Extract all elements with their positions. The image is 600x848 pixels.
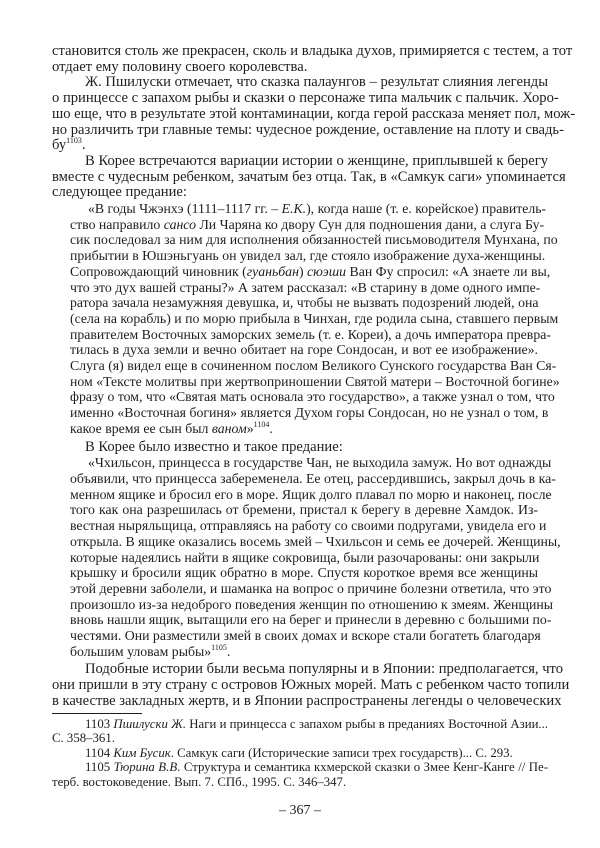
italic-text: Пшилуски Ж. <box>113 717 187 732</box>
text: ство направило <box>70 216 164 232</box>
italic-text: Тюрина В.В <box>113 760 178 775</box>
text: «В годы Чжэнхэ (1111–1117 гг. – <box>88 201 282 217</box>
text: они пришли в эту страну с островов Южных морей. Мать с ребенком часто топили <box>52 677 570 694</box>
text: ном «Тексте молитвы при жертвоприношении Святой матери – Восточной богине» <box>70 373 560 389</box>
text: того как она разрешилась от бремени, пристал к берегу в деревне Хамдок. Из- <box>70 502 538 518</box>
text-line <box>70 580 552 597</box>
paragraph <box>52 43 573 75</box>
text: произошло из-за недоброго поведения женщин по отношению к змеям. Женщины <box>70 596 554 612</box>
footnote <box>52 746 548 760</box>
text: терб. востоковедение. Вып. 7. СПб., 1995. С. 346–347. <box>52 774 347 789</box>
text: ) <box>298 263 307 279</box>
text: о принцессе с запахом рыбы и сказки о персонаже типа мальчик с пальчик. Хоро- <box>52 90 559 107</box>
text-line <box>70 358 557 374</box>
text-line <box>70 455 552 471</box>
text-line <box>70 326 551 343</box>
text: Ван Фу спросил: «А знаете ли вы, <box>346 263 551 279</box>
page-body <box>52 43 576 789</box>
text: следующее предание: <box>52 184 187 201</box>
block-quote <box>70 455 561 659</box>
text: . <box>81 137 86 154</box>
text: 1104 <box>85 745 114 760</box>
text-line <box>52 154 548 170</box>
text: отдает ему половину своего королевства. <box>52 58 308 75</box>
text: тилась в духа земли и вечно обитает на горе Сондосан, и вот ее изображение». <box>70 342 538 358</box>
text: вместе с чудесным ребенком, зачатым без отца. Так, в «Самкук саги» упоминается <box>52 168 566 185</box>
text: Наги и принцесса с запахом рыбы в преданиях Восточной Азии... <box>186 717 549 732</box>
text: вестная ныряльщица, отправляясь на работу со своими подругами, увидела его и <box>70 518 547 534</box>
text-line <box>70 405 549 421</box>
text-line <box>52 731 548 745</box>
text-line <box>70 421 538 437</box>
text: которые надеялись найти в ящике сокровища, были разочарованы: они закрыли <box>70 549 540 565</box>
text: Ж. Пшилуски отмечает, что сказка палаунгов – результат слияния легенды <box>85 74 548 91</box>
text: в качестве закладных жертв, и в Японии распространены легенды о человеческих <box>52 692 562 709</box>
footnote-ref: 1103 <box>66 136 82 146</box>
italic-text: сюэши <box>306 263 347 279</box>
paragraph <box>52 661 570 709</box>
text: честями. Они разместили змей в своих домах и вскоре стали богатеть благодаря <box>70 628 541 644</box>
text-line <box>52 90 559 107</box>
text-line <box>52 661 564 678</box>
text: В Корее было известно и такое предание: <box>85 438 343 455</box>
text-line <box>52 746 548 760</box>
text: прибытии в Юшэньгуань он увидел зал, где стояло изображение духа-женщины. <box>70 248 546 264</box>
text-line <box>52 105 576 123</box>
text: . Структура и семантика кхмерской сказки о Змее Кенг-Канге // Пе- <box>177 760 548 775</box>
text: но различить три главные темы: чудесное рождение, оставление на плоту и свадь- <box>52 121 564 138</box>
text: » <box>246 420 254 436</box>
italic-text: ваном <box>211 420 247 436</box>
text: большим уловам рыбы» <box>70 643 212 659</box>
text: Слуга (я) видел еще в сочиненном послом Великого Сунского государства Ван Ся- <box>70 358 557 374</box>
text-line <box>70 295 538 311</box>
text-line <box>70 373 560 390</box>
text-line <box>52 60 548 76</box>
text-line <box>70 248 546 264</box>
text: объявили, что принцесса забеременела. Ее отец, рассердившись, закрыл дочь в ка- <box>70 470 556 486</box>
text-line <box>52 121 564 139</box>
text-line <box>52 760 548 774</box>
text: фразу о том, что «Святая мать основала это государство», а также узнал о том, что <box>70 389 555 405</box>
text: . <box>269 420 273 436</box>
text: вновь нашли ящик, вытащили его на берег и принесли в деревню с большими по- <box>70 612 552 628</box>
text: . <box>226 643 231 659</box>
text-line <box>70 533 561 550</box>
text: Ли Чаряна ко двору Сун для подношения дани, а слуга Бу- <box>196 216 545 232</box>
footnote-separator <box>52 713 142 715</box>
text: именно «Восточная богиня» является Духом горы Сондосан, но не узнал о том, в <box>70 405 549 421</box>
text: В Корее встречаются вариации истории о женщине, приплывшей к берегу <box>85 152 548 169</box>
text: бу <box>52 137 67 154</box>
text: ратора зачала незамужняя девушка, и, чтобы не вызвать подозрений людей, она <box>70 295 539 311</box>
text: «Чхильсон, принцесса в государстве Чан, не выходила замуж. Но вот однажды <box>88 455 552 471</box>
footnote <box>52 760 548 789</box>
text: (села на корабль) и по морю прибыла в Чинхан, где родила сына, ставшего первым <box>70 310 559 326</box>
text-line <box>70 596 554 613</box>
text-line <box>52 168 566 186</box>
text-line <box>52 138 548 154</box>
text-line <box>70 263 551 280</box>
text-line <box>70 216 545 233</box>
text-line <box>70 502 538 518</box>
text-line <box>70 310 559 327</box>
text-line <box>70 565 538 581</box>
footnote-ref: 1104 <box>253 419 270 429</box>
text: правителем Восточных заморских земель (т. е. Кореи), а дочь императора превра- <box>70 326 551 342</box>
text-line <box>52 75 548 91</box>
text: крышку и бросили ящик обратно в море. Спустя короткое время все женщины <box>70 565 538 581</box>
italic-text: Е.К. <box>281 201 307 217</box>
text-line <box>52 440 548 456</box>
text: открыла. В ящике оказались восемь змей – Чхильсон и семь ее дочерей. Женщины, <box>70 533 561 549</box>
text: шо еще, что в результате этой контаминации, когда герой рассказа меняет пол, мож- <box>52 105 576 122</box>
text-line <box>52 185 548 201</box>
text-line <box>70 518 547 534</box>
text: этой деревни заболели, и шаманка на вопрос о причине болезни ответила, что это <box>70 580 552 596</box>
text: Сопровождающий чиновник ( <box>70 263 247 279</box>
text-line <box>70 232 558 248</box>
text: . Самкук саги (Исторические записи трех государств)... С. 293. <box>170 745 513 760</box>
text-line <box>70 279 541 296</box>
text-line <box>52 43 573 60</box>
text-line <box>70 470 556 487</box>
text: 1105 <box>85 760 114 775</box>
paragraph <box>52 152 566 201</box>
italic-text: сансо <box>163 216 196 232</box>
paragraph <box>52 440 548 456</box>
text: Подобные истории были весьма популярны и в Японии: предполагается, что <box>85 661 564 678</box>
text: сик последовал за ним для исполнения обязанностей письмоводителя Мунхана, по <box>70 232 558 248</box>
text-line <box>70 628 541 644</box>
text-line <box>52 775 548 789</box>
text: становится столь же прекрасен, сколь и владыка духов, примиряется с тестем, а тот <box>52 43 573 59</box>
text: менном ящике и бросил его в море. Ящик долго плавал по морю и наконец, после <box>70 486 552 502</box>
paragraph <box>52 74 576 154</box>
text: 1103 <box>85 717 114 732</box>
text-line <box>52 677 570 694</box>
text-line <box>52 692 562 710</box>
footnote <box>52 717 548 746</box>
footnote-ref: 1105 <box>211 642 227 652</box>
text-line <box>70 389 555 405</box>
page-number: – 367 – <box>279 803 321 818</box>
text-line <box>70 550 538 566</box>
text-line <box>70 342 538 358</box>
text: ), когда наше (т. е. корейское) правитель- <box>306 201 547 217</box>
text-line <box>52 717 548 731</box>
italic-text: Ким Бусик <box>113 745 171 760</box>
text: что это дух вашей страны?» А затем рассказал: «В старину в доме одного импе- <box>70 279 541 295</box>
text-line <box>70 644 538 660</box>
text: какое время ее сын был <box>70 420 212 436</box>
text: С. 358–361. <box>52 731 115 746</box>
text-line <box>70 486 552 503</box>
block-quote <box>70 201 560 437</box>
text-line <box>70 201 547 217</box>
italic-text: гуаньбан <box>246 263 299 279</box>
text-line <box>70 612 552 628</box>
